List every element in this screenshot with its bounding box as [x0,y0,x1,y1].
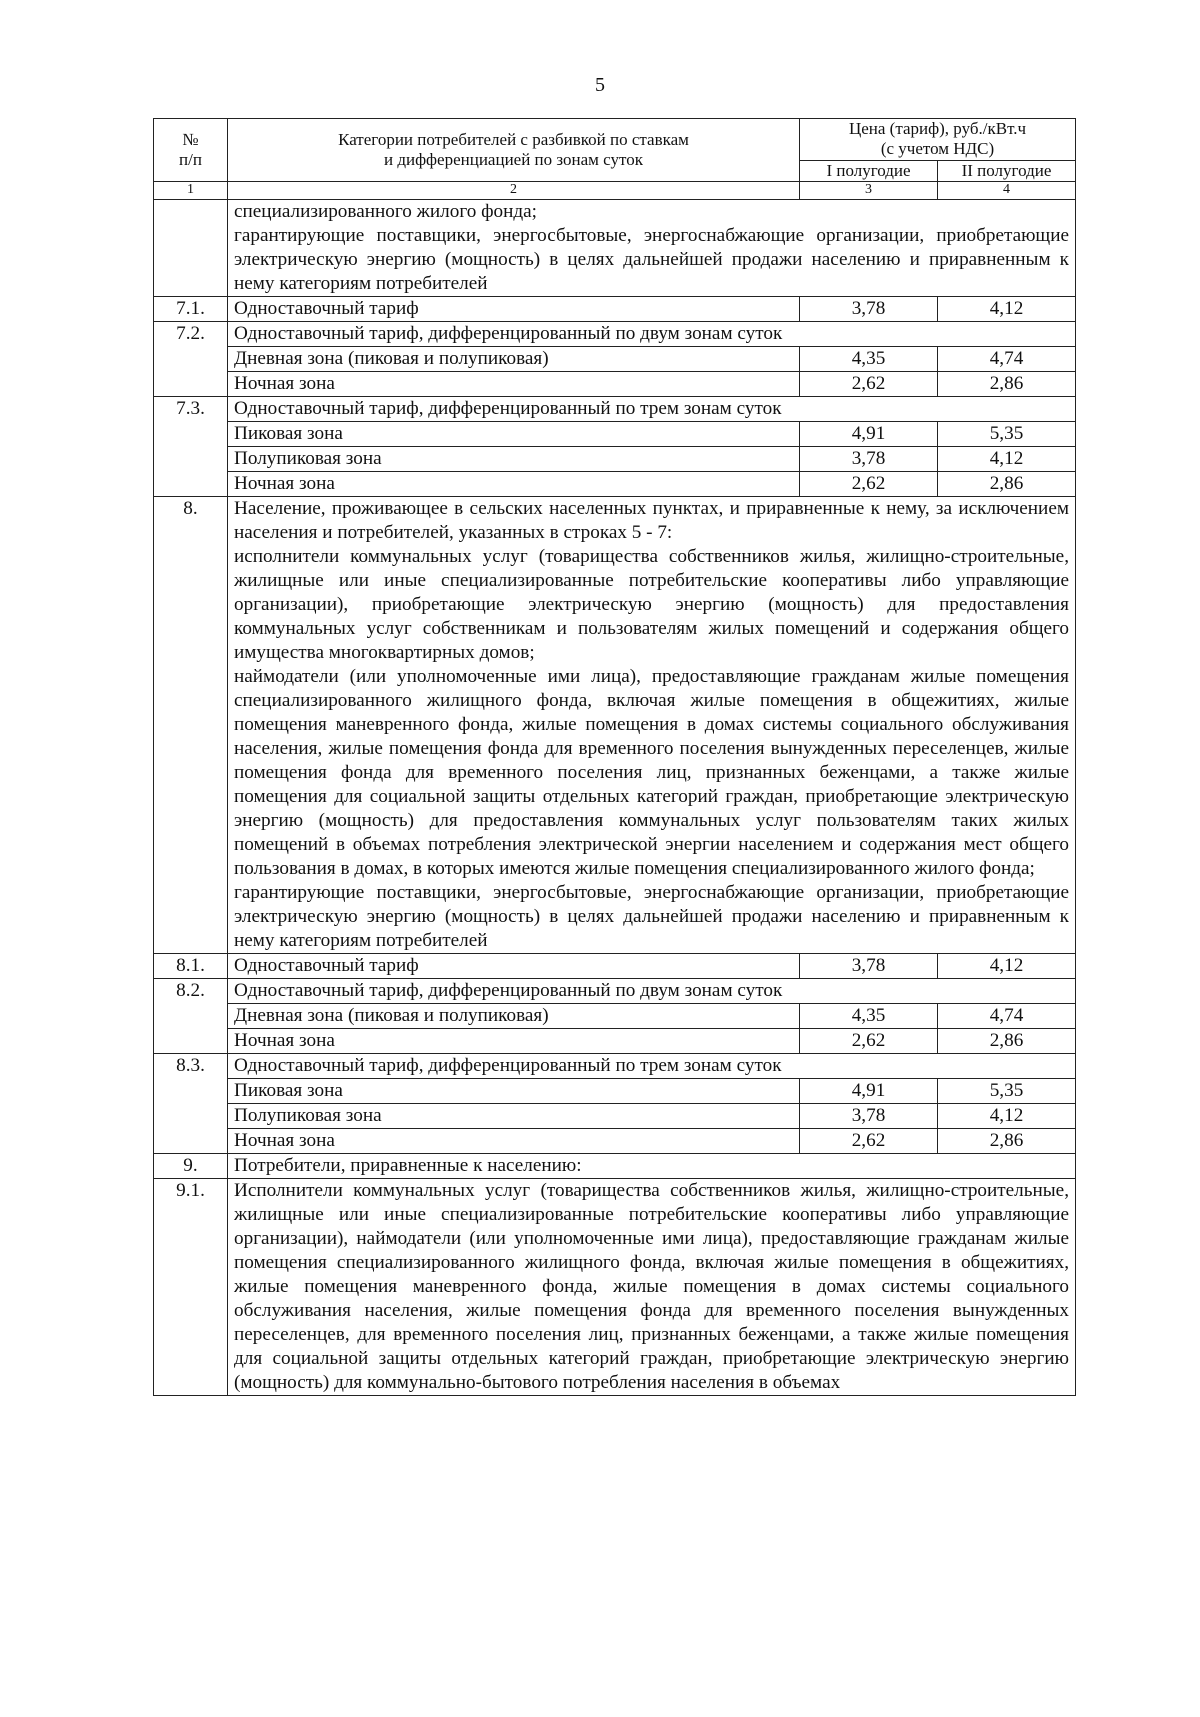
row-num: 8.3. [154,1053,228,1078]
row-label: Дневная зона (пиковая и полупиковая) [228,1003,800,1028]
row-num: 7.3. [154,396,228,421]
table-row [154,446,1076,471]
col-number-3: 3 [800,182,938,200]
section-8-paragraph: гарантирующие поставщики, энергосбытовые, энергоснабжающие организации, приобретающие электрическую энергию (мощность) в целях дальнейшей продажи населению и приравненным к нему категориям потребителей [234,881,1069,951]
table-row [154,1078,1076,1103]
price-half2: 4,12 [938,1103,1076,1128]
col-number-1: 1 [154,182,228,200]
header-half2: II полугодие [938,160,1076,181]
price-half2: 4,74 [938,1003,1076,1028]
price-half1: 3,78 [800,953,938,978]
row-label: Полупиковая зона [228,1103,800,1128]
section-8-paragraph: Население, проживающее в сельских населенных пунктах, и приравненные к нему, за исключением населения и потребителей, указанных в строках 5 - 7: [234,497,1069,543]
table-row [154,1153,1076,1178]
table-row [154,1128,1076,1153]
row-num-empty [154,446,228,471]
table-row [154,371,1076,396]
row-num: 9. [154,1153,228,1178]
table-row [154,1053,1076,1078]
row-label: Дневная зона (пиковая и полупиковая) [228,346,800,371]
row-label: Полупиковая зона [228,446,800,471]
header-price [800,119,1076,161]
price-half1: 3,78 [800,446,938,471]
header-price-line1: Цена (тариф), руб./кВт.ч [848,119,1027,138]
table-row [154,321,1076,346]
row-num-empty [154,1003,228,1028]
row-label: Ночная зона [228,1028,800,1053]
row-num-empty [154,421,228,446]
row-num: 7.1. [154,296,228,321]
page-number: 5 [595,74,605,96]
intro-num [154,199,228,296]
intro-paragraph: специализированного жилого фонда; [234,200,538,222]
table-row [154,1103,1076,1128]
row-label: Потребители, приравненные к населению: [228,1153,1076,1178]
intro-paragraph: гарантирующие поставщики, энергосбытовые, энергоснабжающие организации, приобретающие электрическую энергию (мощность) в целях дальнейшей продажи населению и приравненным к нему категориям потребителей [234,224,1069,294]
header-category-line1: Категории потребителей с разбивкой по ставкам [338,129,689,149]
row-label: Одноставочный тариф [228,296,800,321]
tariff-table [153,118,1076,1396]
price-half1: 3,78 [800,1103,938,1128]
row-num: 7.2. [154,321,228,346]
section-8-paragraph: наймодатели (или уполномоченные ими лица), предоставляющие гражданам жилые помещения специализированного жилищного фонда, включая жилые помещения в общежитиях, жилые помещения маневренного фонда, жилые помещения в домах системы социального обслуживания населения, жилые помещения фонда для временного поселения вынужденных переселенцев, жилые помещения фонда для временного поселения лиц, признанных беженцами, а также жилые помещения для социальной защиты отдельных категорий граждан, приобретающие электрическую энергию (мощность) для предоставления коммунальных услуг пользователям таких жилых помещений в объемах потребления электрической энергии населением и содержания мест общего пользования в домах, в которых имеются жилые помещения специализированного жилого фонда; [234,665,1069,879]
price-half2: 5,35 [938,1078,1076,1103]
row-label: Пиковая зона [228,421,800,446]
table-row [154,471,1076,496]
header-num-line1: № [182,129,199,149]
intro-text [228,199,1076,296]
row-label: Одноставочный тариф [228,953,800,978]
price-half2: 4,12 [938,953,1076,978]
header-num-line2: п/п [179,150,202,170]
table-row [154,1028,1076,1053]
price-half1: 4,91 [800,421,938,446]
header-category [228,119,800,182]
price-half1: 2,62 [800,471,938,496]
col-number-2: 2 [228,182,800,200]
price-half1: 2,62 [800,1128,938,1153]
section-9-1-row [154,1178,1076,1395]
price-half2: 5,35 [938,421,1076,446]
section-8-description-row [154,496,1076,953]
row-label: Пиковая зона [228,1078,800,1103]
table-row [154,296,1076,321]
price-half2: 4,12 [938,296,1076,321]
header-num [154,119,228,182]
row-num-empty [154,471,228,496]
intro-row [154,199,1076,296]
row-num-empty [154,1103,228,1128]
row-label: Ночная зона [228,1128,800,1153]
row-num-empty [154,346,228,371]
row-num-empty [154,1128,228,1153]
row-num-empty [154,371,228,396]
price-half2: 2,86 [938,1028,1076,1053]
price-half2: 2,86 [938,1128,1076,1153]
table-row [154,346,1076,371]
price-half2: 2,86 [938,371,1076,396]
header-price-line2: (с учетом НДС) [880,139,995,159]
row-label: Одноставочный тариф, дифференцированный по двум зонам суток [228,978,1076,1003]
header-category-line2: и дифференциацией по зонам суток [384,150,643,170]
row-label: Одноставочный тариф, дифференцированный по трем зонам суток [228,1053,1076,1078]
row-label: Одноставочный тариф, дифференцированный по трем зонам суток [228,396,1076,421]
table-row [154,396,1076,421]
price-half1: 4,91 [800,1078,938,1103]
price-half1: 2,62 [800,1028,938,1053]
row-num: 8.1. [154,953,228,978]
price-half1: 4,35 [800,346,938,371]
row-label: Ночная зона [228,371,800,396]
table-row [154,978,1076,1003]
price-half2: 2,86 [938,471,1076,496]
table-row [154,421,1076,446]
row-label: Ночная зона [228,471,800,496]
section-9-1-description: Исполнители коммунальных услуг (товарищества собственников жилья, жилищно-строительные, жилищные или иные специализированные потребительские кооперативы либо управляющие организации), наймодатели (или уполномоченные ими лица), предоставляющие гражданам жилые помещения специализированного жилищного фонда, включая жилые помещения в общежитиях, жилые помещения маневренного фонда, жилые помещения в домах системы социального обслуживания населения, жилые помещения фонда для временного поселения вынужденных переселенцев, для временного поселения лиц, признанных беженцами, а также жилые помещения для социальной защиты отдельных категорий граждан, приобретающие электрическую энергию (мощность) для коммунально-бытового потребления населения в объемах [228,1178,1076,1395]
header-half1: I полугодие [800,160,938,181]
row-num: 8. [154,496,228,953]
price-half2: 4,74 [938,346,1076,371]
col-number-4: 4 [938,182,1076,200]
table-row [154,1003,1076,1028]
price-half1: 3,78 [800,296,938,321]
row-num-empty [154,1028,228,1053]
price-half1: 2,62 [800,371,938,396]
price-half1: 4,35 [800,1003,938,1028]
price-half2: 4,12 [938,446,1076,471]
table-row [154,953,1076,978]
row-num: 9.1. [154,1178,228,1395]
section-8-description [228,496,1076,953]
section-8-paragraph: исполнители коммунальных услуг (товарищества собственников жилья, жилищно-строительные, жилищные или иные специализированные потребительские кооперативы либо управляющие организации), приобретающие электрическую энергию (мощность) для предоставления коммунальных услуг собственникам и пользователям жилых помещений и содержания общего имущества многоквартирных домов; [234,545,1069,663]
row-label: Одноставочный тариф, дифференцированный по двум зонам суток [228,321,1076,346]
row-num-empty [154,1078,228,1103]
row-num: 8.2. [154,978,228,1003]
